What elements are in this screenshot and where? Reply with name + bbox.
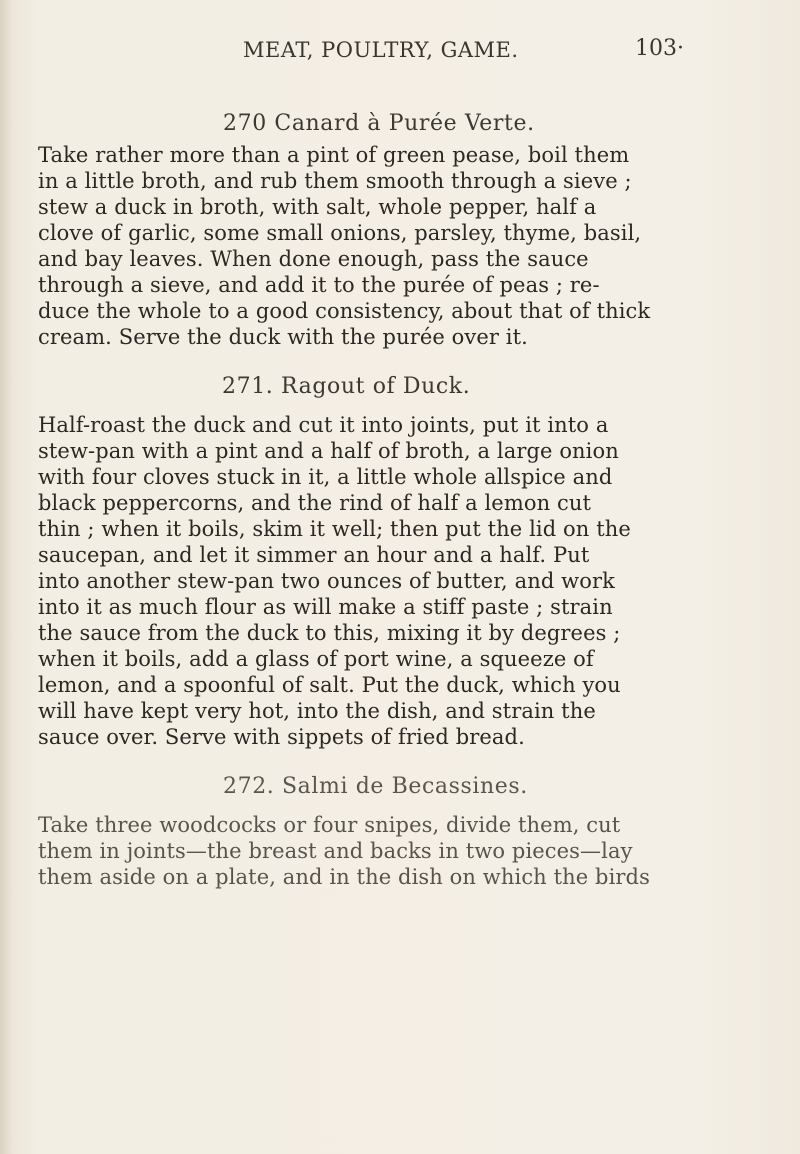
- text-line: Half-roast the duck and cut it into joints, put it into a: [38, 413, 609, 437]
- text-line: with four cloves stuck in it, a little whole allspice and: [38, 465, 613, 489]
- running-head-title: MEAT, POULTRY, GAME.: [243, 38, 519, 62]
- text-line: Take rather more than a pint of green pease, boil them: [38, 143, 630, 167]
- text-line: stew a duck in broth, with salt, whole pepper, half a: [38, 195, 597, 219]
- text-line: the sauce from the duck to this, mixing it by degrees ;: [38, 621, 621, 645]
- text-line: in a little broth, and rub them smooth through a sieve ;: [38, 169, 632, 193]
- text-line: duce the whole to a good consistency, about that of thick: [38, 299, 651, 323]
- text-line: them aside on a plate, and in the dish on which the birds: [38, 865, 650, 889]
- text-line: stew-pan with a pint and a half of broth, a large onion: [38, 439, 619, 463]
- text-line: sauce over. Serve with sippets of fried bread.: [38, 725, 525, 749]
- recipe-heading-270: 270 Canard à Purée Verte.: [223, 111, 535, 136]
- recipe-heading-271: 271. Ragout of Duck.: [222, 374, 471, 399]
- text-line: cream. Serve the duck with the purée over it.: [38, 325, 528, 349]
- recipe-heading-272: 272. Salmi de Becassines.: [223, 774, 528, 799]
- text-line: them in joints—the breast and backs in two pieces—lay: [38, 839, 633, 863]
- text-line: saucepan, and let it simmer an hour and a half. Put: [38, 543, 590, 567]
- text-line: will have kept very hot, into the dish, and strain the: [38, 699, 596, 723]
- text-line: Take three woodcocks or four snipes, divide them, cut: [38, 813, 621, 837]
- page-binding-edge: [0, 0, 14, 1154]
- text-line: when it boils, add a glass of port wine, a squeeze of: [38, 647, 594, 671]
- text-line: into another stew-pan two ounces of butter, and work: [38, 569, 615, 593]
- text-line: thin ; when it boils, skim it well; then put the lid on the: [38, 517, 631, 541]
- text-line: clove of garlic, some small onions, parsley, thyme, basil,: [38, 221, 642, 245]
- text-line: lemon, and a spoonful of salt. Put the duck, which you: [38, 673, 621, 697]
- text-line: and bay leaves. When done enough, pass the sauce: [38, 247, 589, 271]
- text-line: through a sieve, and add it to the purée of peas ; re-: [38, 273, 600, 297]
- text-line: black peppercorns, and the rind of half a lemon cut: [38, 491, 592, 515]
- page-number: 103·: [635, 36, 684, 61]
- text-line: into it as much flour as will make a stiff paste ; strain: [38, 595, 613, 619]
